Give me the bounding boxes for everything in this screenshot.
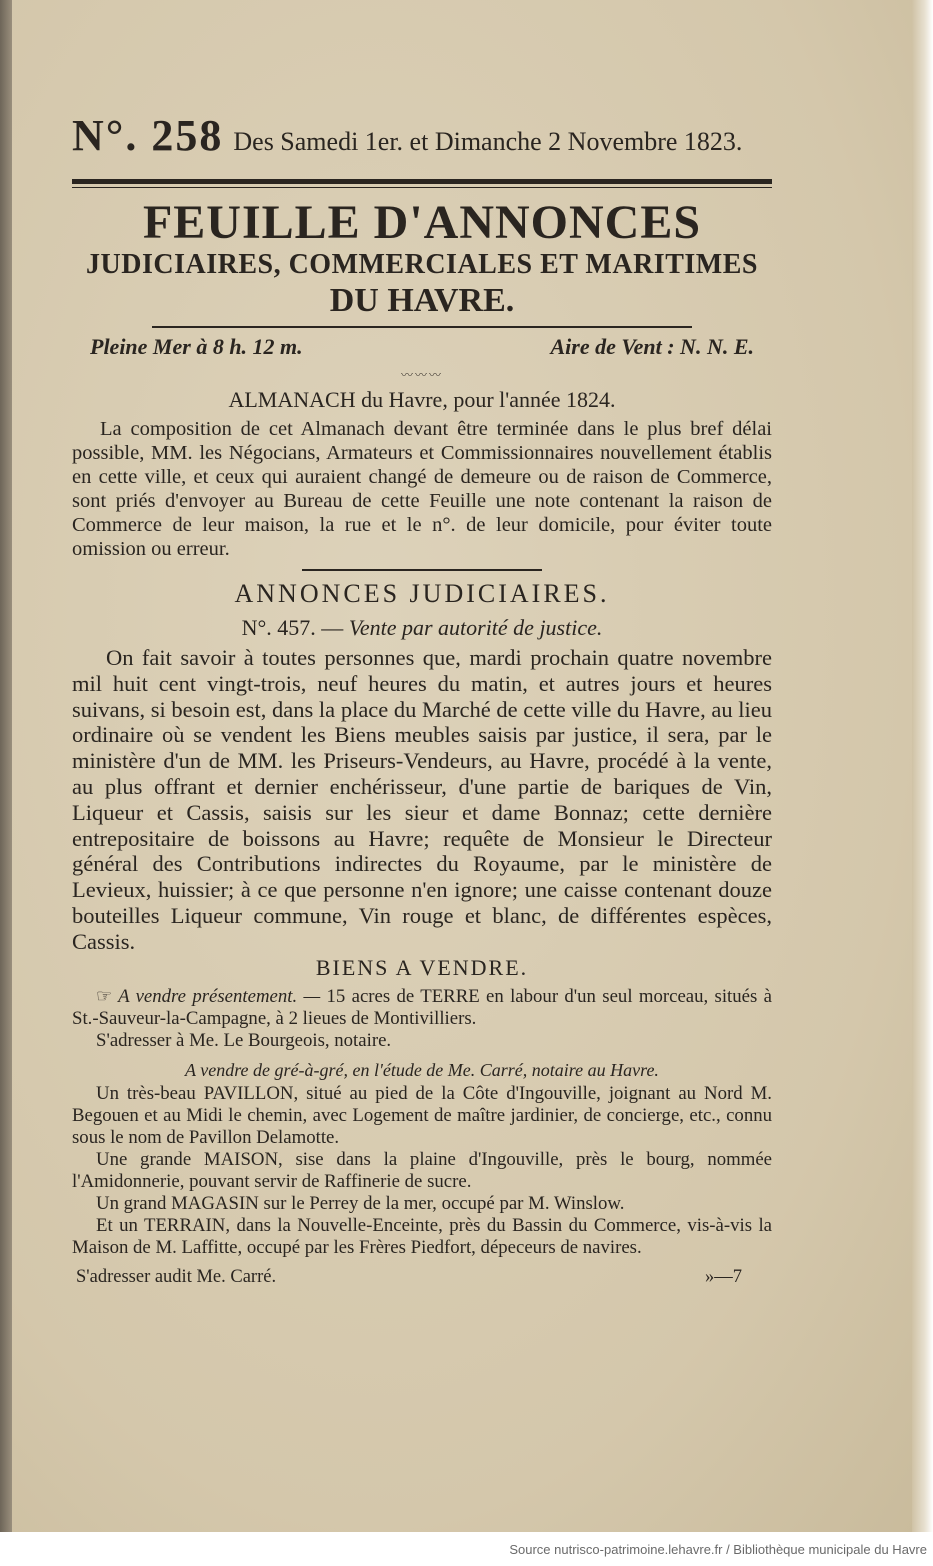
wind-direction: Aire de Vent : N. N. E. <box>550 334 754 359</box>
issue-number: N°. 258 <box>72 111 224 160</box>
issue-date: Des Samedi 1er. et Dimanche 2 Novembre 1823. <box>233 127 743 156</box>
etude-heading: A vendre de gré-à-gré, en l'étude de Me. Carré, notaire au Havre. <box>185 1059 659 1080</box>
page-edge <box>912 0 933 1532</box>
announcement-lead: A vendre présentement. — <box>118 985 321 1007</box>
masthead-divider <box>152 326 692 328</box>
header-rule <box>72 179 772 184</box>
contact-note: S'adresser audit Me. Carré. <box>76 1266 277 1287</box>
tide-info <box>72 334 772 360</box>
masthead-city: DU HAVRE. <box>329 282 515 319</box>
pointing-hand-icon: ☞ <box>96 985 113 1006</box>
announcement-number: N°. 457. — <box>241 615 344 640</box>
announcement-contact: S'adresser à Me. Le Bourgeois, notaire. <box>96 1029 392 1051</box>
high-tide: Pleine Mer à 8 h. 12 m. <box>90 334 303 359</box>
header-rule-thin <box>72 187 772 188</box>
masthead-subtitle: JUDICIAIRES, COMMERCIALES ET MARITIMES <box>86 249 758 280</box>
announcement-terre <box>72 985 772 1030</box>
closing-line <box>72 1267 772 1288</box>
judiciaires-text: On fait savoir à toutes personnes que, mardi prochain quatre novembre mil huit cent vingt-trois, neuf heures du matin, et autres jours et heures suivans, si besoin est, dans la place du Marché de cette ville du Havre, au lieu ordinaire où se vendent les Biens meubles saisis par justice, il sera, par le ministère d'un de MM. les Priseurs-Vendeurs, au Havre, procédé à la vente, au plus offrant et dernier enchérisseur, d'une partie de bariques de Vin, Liqueur et Cassis, saisis sur les sieur et dame Bonnaz; cette dernière entrepositaire de boissons au Havre; requête de Monsieur le Directeur général des Contributions indirectes du Royaume, par le ministère de Levieux, huissier; à ce que personne n'en ignore; une caisse contenant douze bouteilles Liqueur commune, Vin rouge et blanc, de différentes espèces, Cassis. <box>72 645 772 954</box>
page-content <box>72 110 772 1288</box>
item-pavillon: Un très-beau PAVILLON, situé au pied de la Côte d'Ingouville, joignant au Nord M. Begouen et au Midi le chemin, avec Logement de maître jardinier, de concierge, etc., connu sous le nom de Pavillon Delamotte. <box>72 1082 772 1148</box>
item-terrain: Et un TERRAIN, dans la Nouvelle-Enceinte, près du Bassin du Commerce, vis-à-vis la Maison de M. Laffitte, occupé par les Frères Piedfort, dépeceurs de navires. <box>72 1214 772 1258</box>
judiciaires-title: ANNONCES JUDICIAIRES. <box>234 579 610 608</box>
biens-title: BIENS A VENDRE. <box>315 954 529 980</box>
judiciaires-subtitle <box>72 615 772 641</box>
issue-header <box>72 110 772 161</box>
section-divider <box>302 569 542 571</box>
item-maison: Une grande MAISON, sise dans la plaine d'Ingouville, près le bourg, nommée l'Amidonnerie, pouvant servir de Raffinerie de sucre. <box>72 1148 772 1192</box>
announcement-type: Vente par autorité de justice. <box>348 615 603 640</box>
announcement-body: 15 acres de TERRE en labour d'un seul morceau, situés à St.-Sauveur-la-Campagne, à 2 lieues de Montivilliers. <box>72 985 772 1029</box>
item-magasin: Un grand MAGASIN sur le Perrey de la mer, occupé par M. Winslow. <box>96 1192 625 1214</box>
masthead-title: FEUILLE D'ANNONCES <box>142 196 702 249</box>
reference-mark: »—7 <box>705 1266 742 1287</box>
ornament-divider: 〰〰〰 <box>400 368 443 382</box>
almanach-title: ALMANACH du Havre, pour l'année 1824. <box>228 387 616 412</box>
book-spine <box>0 0 12 1532</box>
source-credit: Source nutrisco-patrimoine.lehavre.fr / Bibliothèque municipale du Havre <box>509 1542 927 1557</box>
newspaper-page <box>12 0 920 1532</box>
almanach-text: La composition de cet Almanach devant être terminée dans le plus bref délai possible, MM. les Négocians, Armateurs et Commissionnaires nouvellement établis en cette ville, et ceux qui auraient changé de demeure ou de raison de Commerce, sont priés d'envoyer au Bureau de cette Feuille une note contenant la raison de Commerce de leur maison, la rue et le n°. de leur domicile, pour éviter toute omission ou erreur. <box>72 418 772 560</box>
